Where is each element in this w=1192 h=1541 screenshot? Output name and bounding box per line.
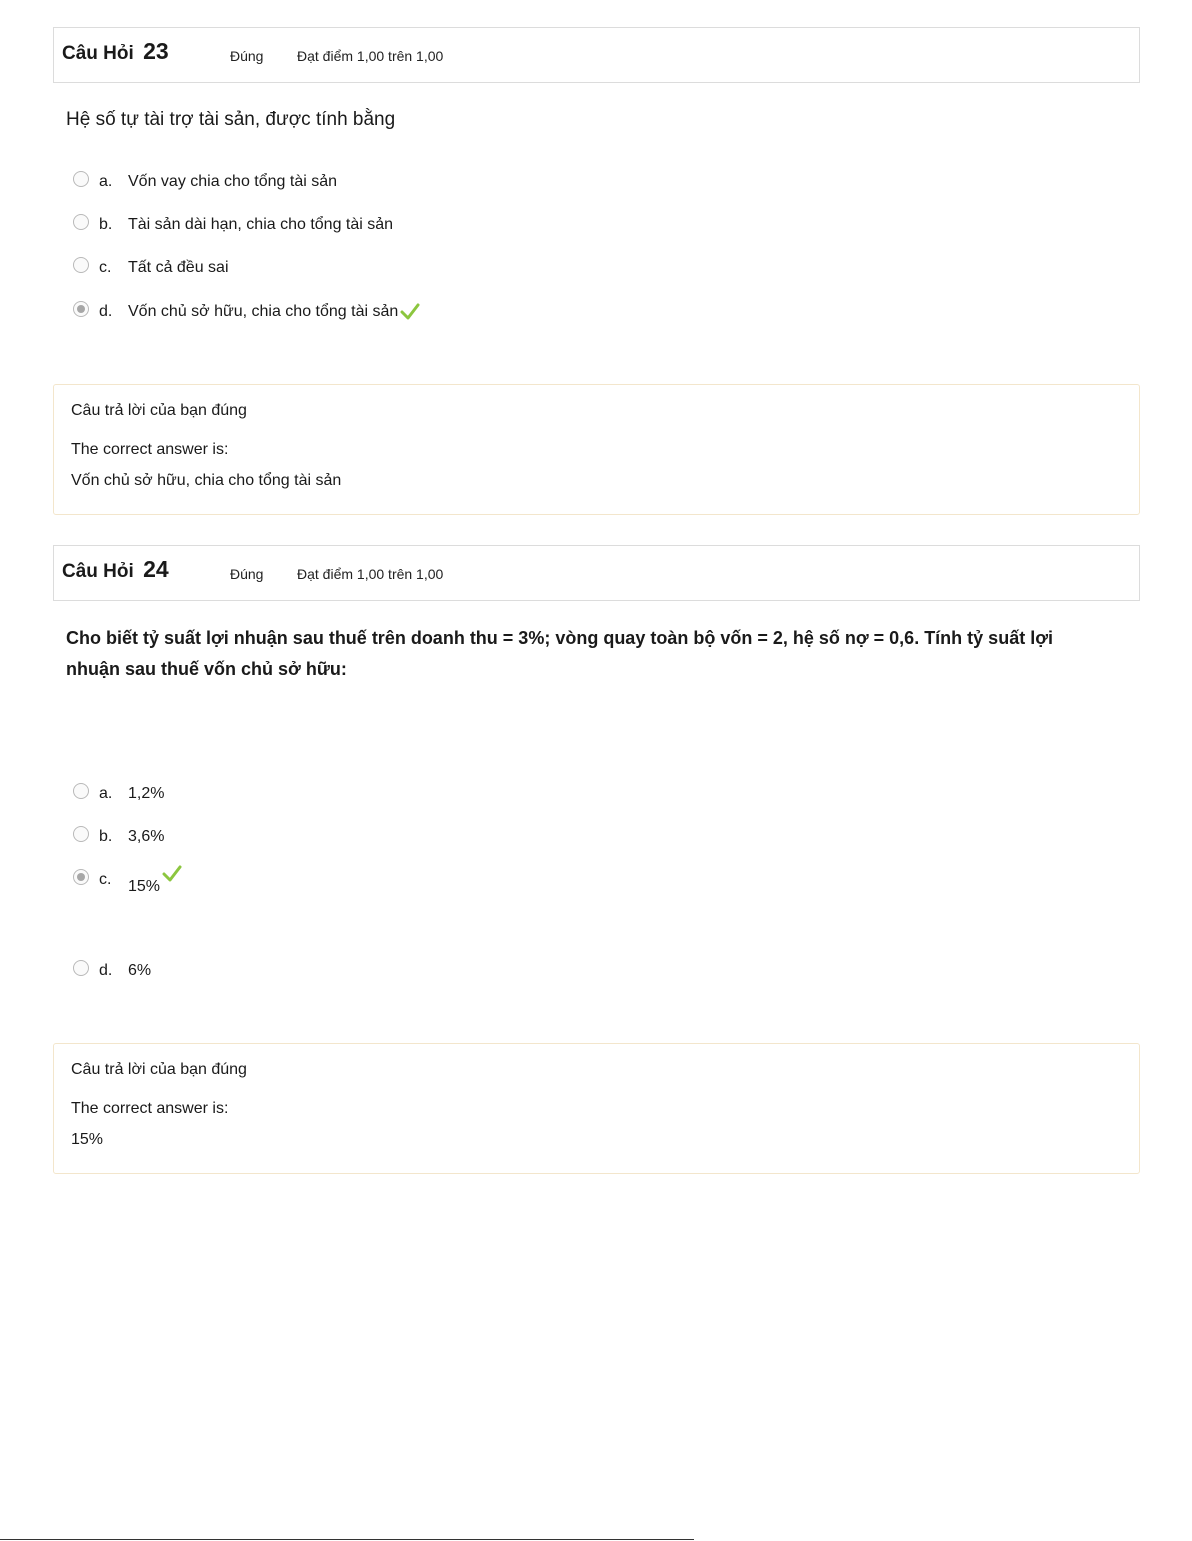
answer-text-value: 15% [128, 878, 161, 895]
question-state: Đúng [230, 566, 264, 582]
answer-letter: c. [99, 871, 112, 888]
answer-text: 1,2% [128, 785, 165, 802]
answer-text-value: Vốn chủ sở hữu, chia cho tổng tài sản [128, 303, 399, 320]
question-23-header [53, 27, 1140, 83]
answer-letter: c. [99, 259, 112, 276]
radio-button[interactable] [73, 214, 89, 230]
feedback-correct-label: The correct answer is: [71, 1100, 229, 1117]
question-23-text: Hệ số tự tài trợ tài sản, được tính bằng [66, 109, 396, 130]
question-title-prefix: Câu Hỏi [62, 561, 134, 582]
answer-text: 3,6% [128, 828, 165, 845]
feedback-status: Câu trả lời của bạn đúng [71, 402, 247, 419]
answer-letter: b. [99, 216, 113, 233]
page-bottom-divider [0, 1539, 694, 1540]
radio-button-checked[interactable] [73, 869, 89, 885]
answer-letter: d. [99, 303, 113, 320]
feedback-correct-value: 15% [71, 1131, 104, 1148]
radio-button[interactable] [73, 960, 89, 976]
question-24-feedback [53, 1043, 1140, 1174]
question-state: Đúng [230, 48, 264, 64]
feedback-correct-value: Vốn chủ sở hữu, chia cho tổng tài sản [71, 472, 342, 489]
answer-letter: a. [99, 785, 113, 802]
question-grade: Đạt điểm 1,00 trên 1,00 [297, 48, 444, 64]
question-24-header [53, 545, 1140, 601]
question-title [62, 38, 169, 65]
feedback-status: Câu trả lời của bạn đúng [71, 1061, 247, 1078]
question-title-prefix: Câu Hỏi [62, 43, 134, 64]
question-number: 23 [143, 38, 169, 64]
question-number: 24 [143, 556, 169, 582]
answer-text [128, 878, 182, 896]
answer-text: 6% [128, 962, 152, 979]
correct-check-icon [400, 303, 420, 321]
answer-text: Tài sản dài hạn, chia cho tổng tài sản [128, 216, 394, 233]
radio-button[interactable] [73, 783, 89, 799]
answer-letter: b. [99, 828, 113, 845]
question-24-text: Cho biết tỷ suất lợi nhuận sau thuế trên doanh thu = 3%; vòng quay toàn bộ vốn = 2, hệ số nợ = 0,6. Tính tỷ suất lợi nhuận sau thuế vốn chủ sở hữu: [66, 628, 1053, 679]
answer-text: Tất cả đều sai [128, 259, 229, 276]
feedback-correct-label: The correct answer is: [71, 441, 229, 458]
radio-button[interactable] [73, 257, 89, 273]
question-23-feedback [53, 384, 1140, 515]
answer-letter: a. [99, 173, 113, 190]
radio-button[interactable] [73, 171, 89, 187]
question-grade: Đạt điểm 1,00 trên 1,00 [297, 566, 444, 582]
radio-button-checked[interactable] [73, 301, 89, 317]
answer-letter: d. [99, 962, 113, 979]
radio-button[interactable] [73, 826, 89, 842]
question-title [62, 556, 169, 583]
answer-text [128, 303, 420, 321]
correct-check-icon [162, 865, 182, 883]
answer-text: Vốn vay chia cho tổng tài sản [128, 173, 338, 190]
